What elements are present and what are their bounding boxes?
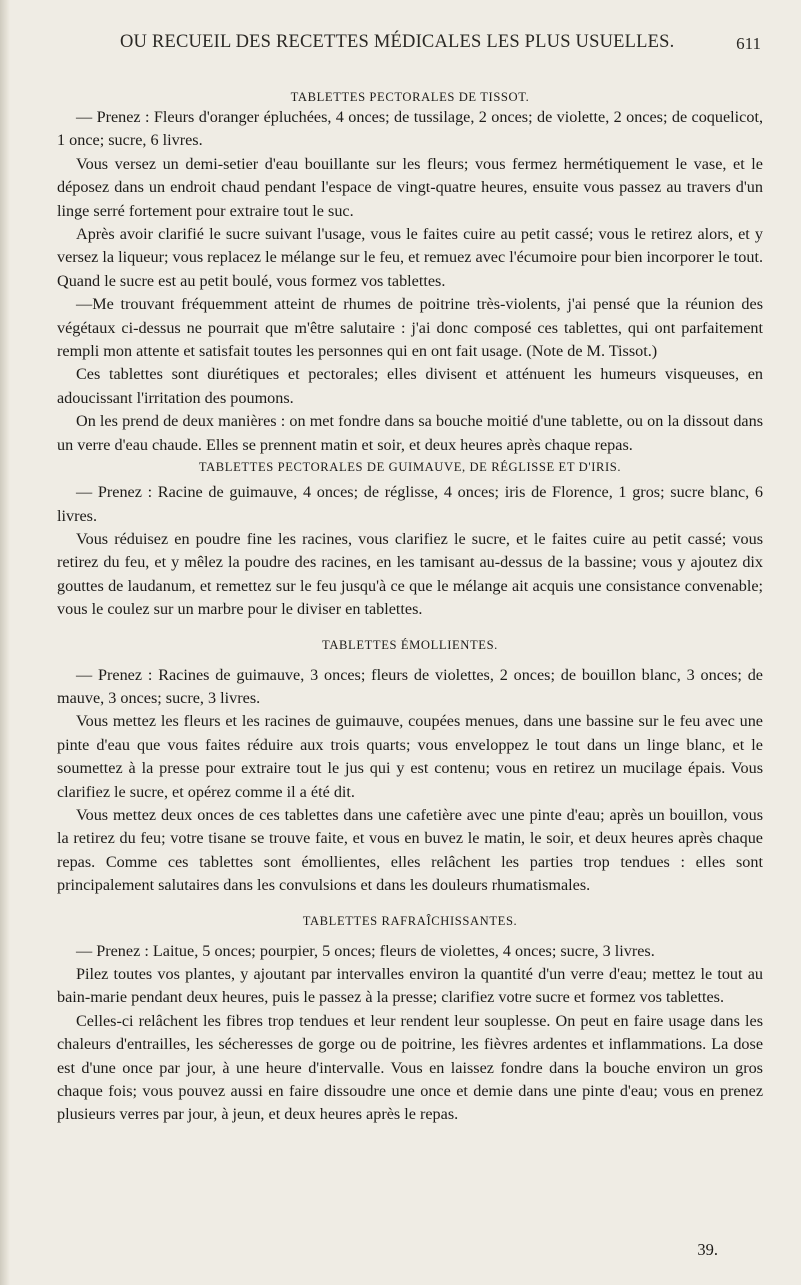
paragraph: Vous versez un demi-setier d'eau bouillante sur les fleurs; vous fermez hermétiquement le vase, et le déposez dans un endroit chaud pendant l'espace de vingt-quatre heures, ensuite vous passez au travers d'un linge serré fortement pour extraire tout le suc. <box>57 154 763 220</box>
paragraph: Vous réduisez en poudre fine les racines, vous clarifiez le sucre, et le faites cuire au petit cassé; vous retirez du feu, et y mêlez la poudre des racines, en les tamisant au-dessus de la bassine; vous y ajoutez dix gouttes de laudanum, et remettez sur le feu jusqu'à ce que le mélange ait acquis une consistance convenable; vous le coulez sur un marbre pour le diviser en tablettes. <box>57 529 763 619</box>
section-title-tablettes-guimauve-reglisse-iris: TABLETTES PECTORALES DE GUIMAUVE, DE RÉGLISSE ET D'IRIS. <box>198 460 622 475</box>
paragraph: Vous mettez deux onces de ces tablettes dans une cafetière avec une pinte d'eau; après un bouillon, vous la retirez du feu; votre tisane se trouve faite, et vous en buvez le matin, le soir, et deux heures après chaque repas. Comme ces tablettes sont émollientes, elles relâchent les parties trop tendues : elles sont principalement salutaires dans les convulsions et dans les douleurs rhumatismales. <box>57 805 763 895</box>
section-title-tablettes-pectorales-tissot: TABLETTES PECTORALES DE TISSOT. <box>290 90 530 104</box>
paragraph: — Prenez : Laitue, 5 onces; pourpier, 5 onces; fleurs de violettes, 4 onces; sucre, 3 livres. <box>76 941 655 960</box>
section-title-tablettes-emollientes: TABLETTES ÉMOLLIENTES. <box>322 637 498 652</box>
paragraph: — Prenez : Fleurs d'oranger épluchées, 4 onces; de tussilage, 2 onces; de violette, 2 onces; de coquelicot, 1 once; sucre, 6 livres. <box>57 108 763 150</box>
paragraph: — Prenez : Racine de guimauve, 4 onces; de réglisse, 4 onces; iris de Florence, 1 gros; sucre blanc, 6 livres. <box>57 483 763 525</box>
running-title: OU RECUEIL DES RECETTES MÉDICALES LES PLUS USUELLES. <box>120 32 675 52</box>
page-binding-edge <box>0 0 10 1285</box>
signature-mark: 39. <box>697 1240 718 1259</box>
paragraph: Celles-ci relâchent les fibres trop tendues et leur rendent leur souplesse. On peut en faire usage dans les chaleurs d'entrailles, les sécheresses de gorge ou de poitrine, les fièvres ardentes et inflammations. La dose est d'une once par jour, à une heure d'intervalle. Vous en laissez fondre dans la bouche environ un gros chaque fois; vous pouvez aussi en faire dissoudre une once et demie dans une pinte d'eau; vous en prenez plusieurs verres par jour, à jeun, et deux heures après le repas. <box>57 1011 763 1124</box>
paragraph: Ces tablettes sont diurétiques et pectorales; elles divisent et atténuent les humeurs visqueuses, en adoucissant l'irritation des poumons. <box>57 365 763 407</box>
section-title-tablettes-rafraichissantes: TABLETTES RAFRAÎCHISSANTES. <box>302 913 518 928</box>
page-number: 611 <box>736 34 761 53</box>
paragraph: Pilez toutes vos plantes, y ajoutant par intervalles environ la quantité d'un verre d'eau; mettez le tout au bain-marie pendant deux heures, puis le passez à la presse; clarifiez votre sucre et formez vos tablettes. <box>57 965 763 1007</box>
paragraph: —Me trouvant fréquemment atteint de rhumes de poitrine très-violents, j'ai pensé que la réunion des végétaux ci-dessus ne pourrait que m'être salutaire : j'ai donc composé ces tablettes, qui ont parfaitement rempli mon attente et satisfait toutes les personnes qui en ont fait usage. (Note de M. Tissot.) <box>57 295 763 361</box>
paragraph: Après avoir clarifié le sucre suivant l'usage, vous le faites cuire au petit cassé; vous le retirez alors, et y versez la liqueur; vous replacez le mélange sur le feu, et remuez avec l'écumoire pour bien incorporer le tout. Quand le sucre est au petit boulé, vous formez vos tablettes. <box>57 225 763 290</box>
page-body <box>57 88 763 1127</box>
paragraph: — Prenez : Racines de guimauve, 3 onces; fleurs de violettes, 2 onces; de bouillon blanc, 3 onces; de mauve, 3 onces; sucre, 3 livres. <box>57 665 763 707</box>
paragraph: Vous mettez les fleurs et les racines de guimauve, coupées menues, dans une bassine sur le feu avec une pinte d'eau que vous faites réduire aux trois quarts; vous enveloppez le tout dans un linge blanc, et le soumettez à la presse pour extraire tout le jus qui y est contenu; vous en retirez un mucilage épais. Vous clarifiez le sucre, et opérez comme il a été dit. <box>57 712 763 801</box>
paragraph: On les prend de deux manières : on met fondre dans sa bouche moitié d'une tablette, ou on la dissout dans un verre d'eau chaude. Elles se prennent matin et soir, et deux heures après chaque repas. <box>57 412 763 454</box>
